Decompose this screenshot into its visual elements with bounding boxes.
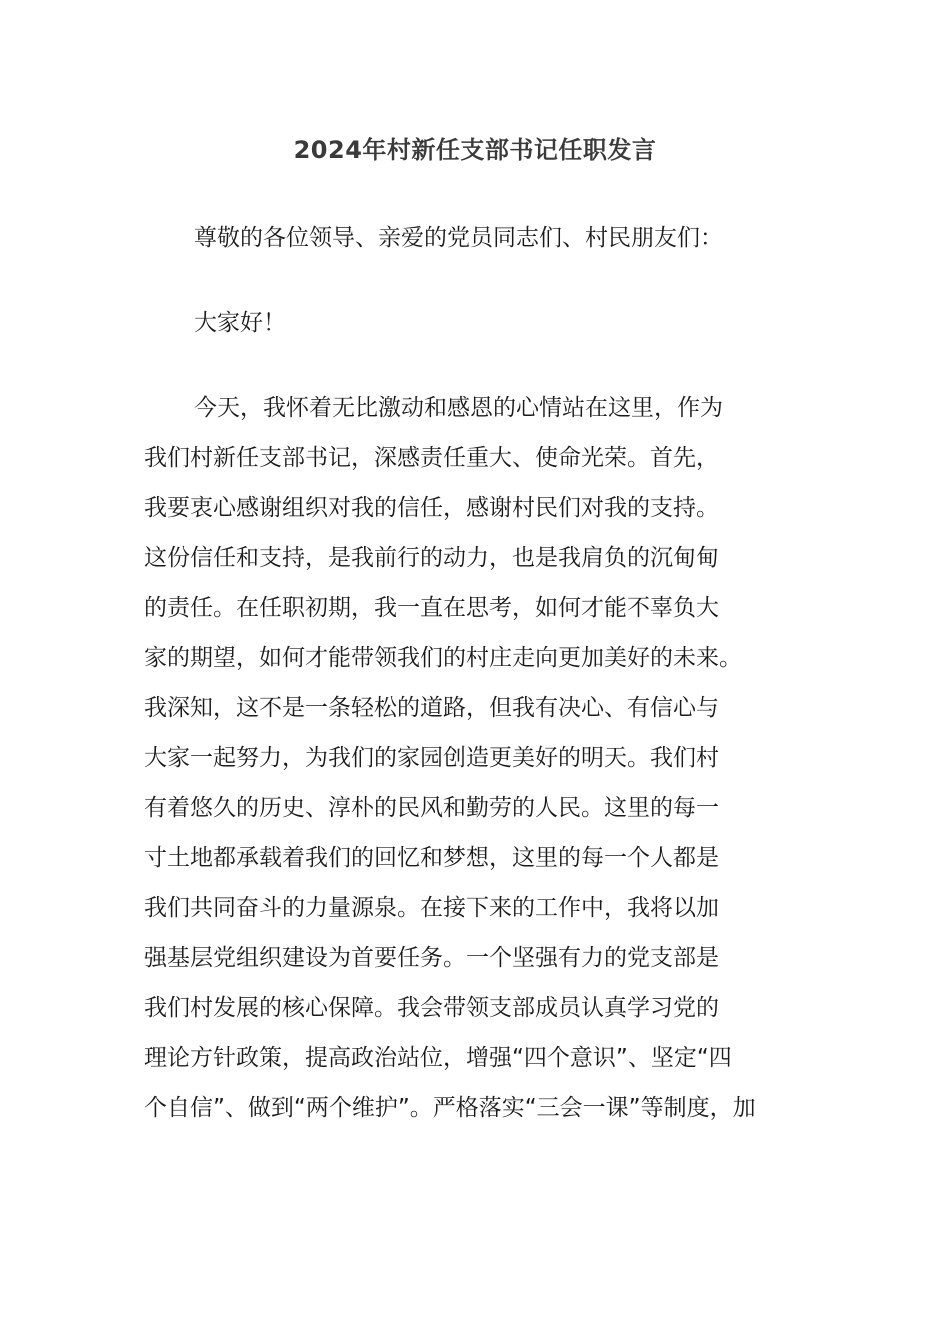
body-line: 寸土地都承载着我们的回忆和梦想，这里的每一个人都是 — [144, 845, 719, 871]
body-line: 我要衷心感谢组织对我的信任，感谢村民们对我的支持。 — [144, 495, 719, 521]
greeting: 大家好！ — [194, 310, 286, 336]
body-line: 的责任。在任职初期，我一直在思考，如何才能不辜负大 — [144, 595, 719, 621]
salutation: 尊敬的各位领导、亲爱的党员同志们、村民朋友们： — [194, 225, 723, 251]
body-line: 我们共同奋斗的力量源泉。在接下来的工作中，我将以加 — [144, 895, 719, 921]
body-line: 大家一起努力，为我们的家园创造更美好的明天。我们村 — [144, 745, 719, 771]
document-title: 2024年村新任支部书记任职发言 — [293, 136, 657, 164]
body-line: 个自信”、做到“两个维护”。严格落实“三会一课”等制度，加 — [144, 1095, 756, 1121]
body-line: 有着悠久的历史、淳朴的民风和勤劳的人民。这里的每一 — [144, 795, 719, 821]
body-line: 今天，我怀着无比激动和感恩的心情站在这里，作为 — [194, 395, 723, 421]
body-line: 理论方针政策，提高政治站位，增强“四个意识”、坚定“四 — [144, 1045, 732, 1071]
body-line: 强基层党组织建设为首要任务。一个坚强有力的党支部是 — [144, 945, 719, 971]
body-line: 我们村新任支部书记，深感责任重大、使命光荣。首先， — [144, 445, 719, 471]
body-line: 我深知，这不是一条轻松的道路，但我有决心、有信心与 — [144, 695, 719, 721]
body-line: 这份信任和支持，是我前行的动力，也是我肩负的沉甸甸 — [144, 545, 719, 571]
body-line: 我们村发展的核心保障。我会带领支部成员认真学习党的 — [144, 995, 719, 1021]
body-line: 家的期望，如何才能带领我们的村庄走向更加美好的未来。 — [144, 645, 742, 671]
